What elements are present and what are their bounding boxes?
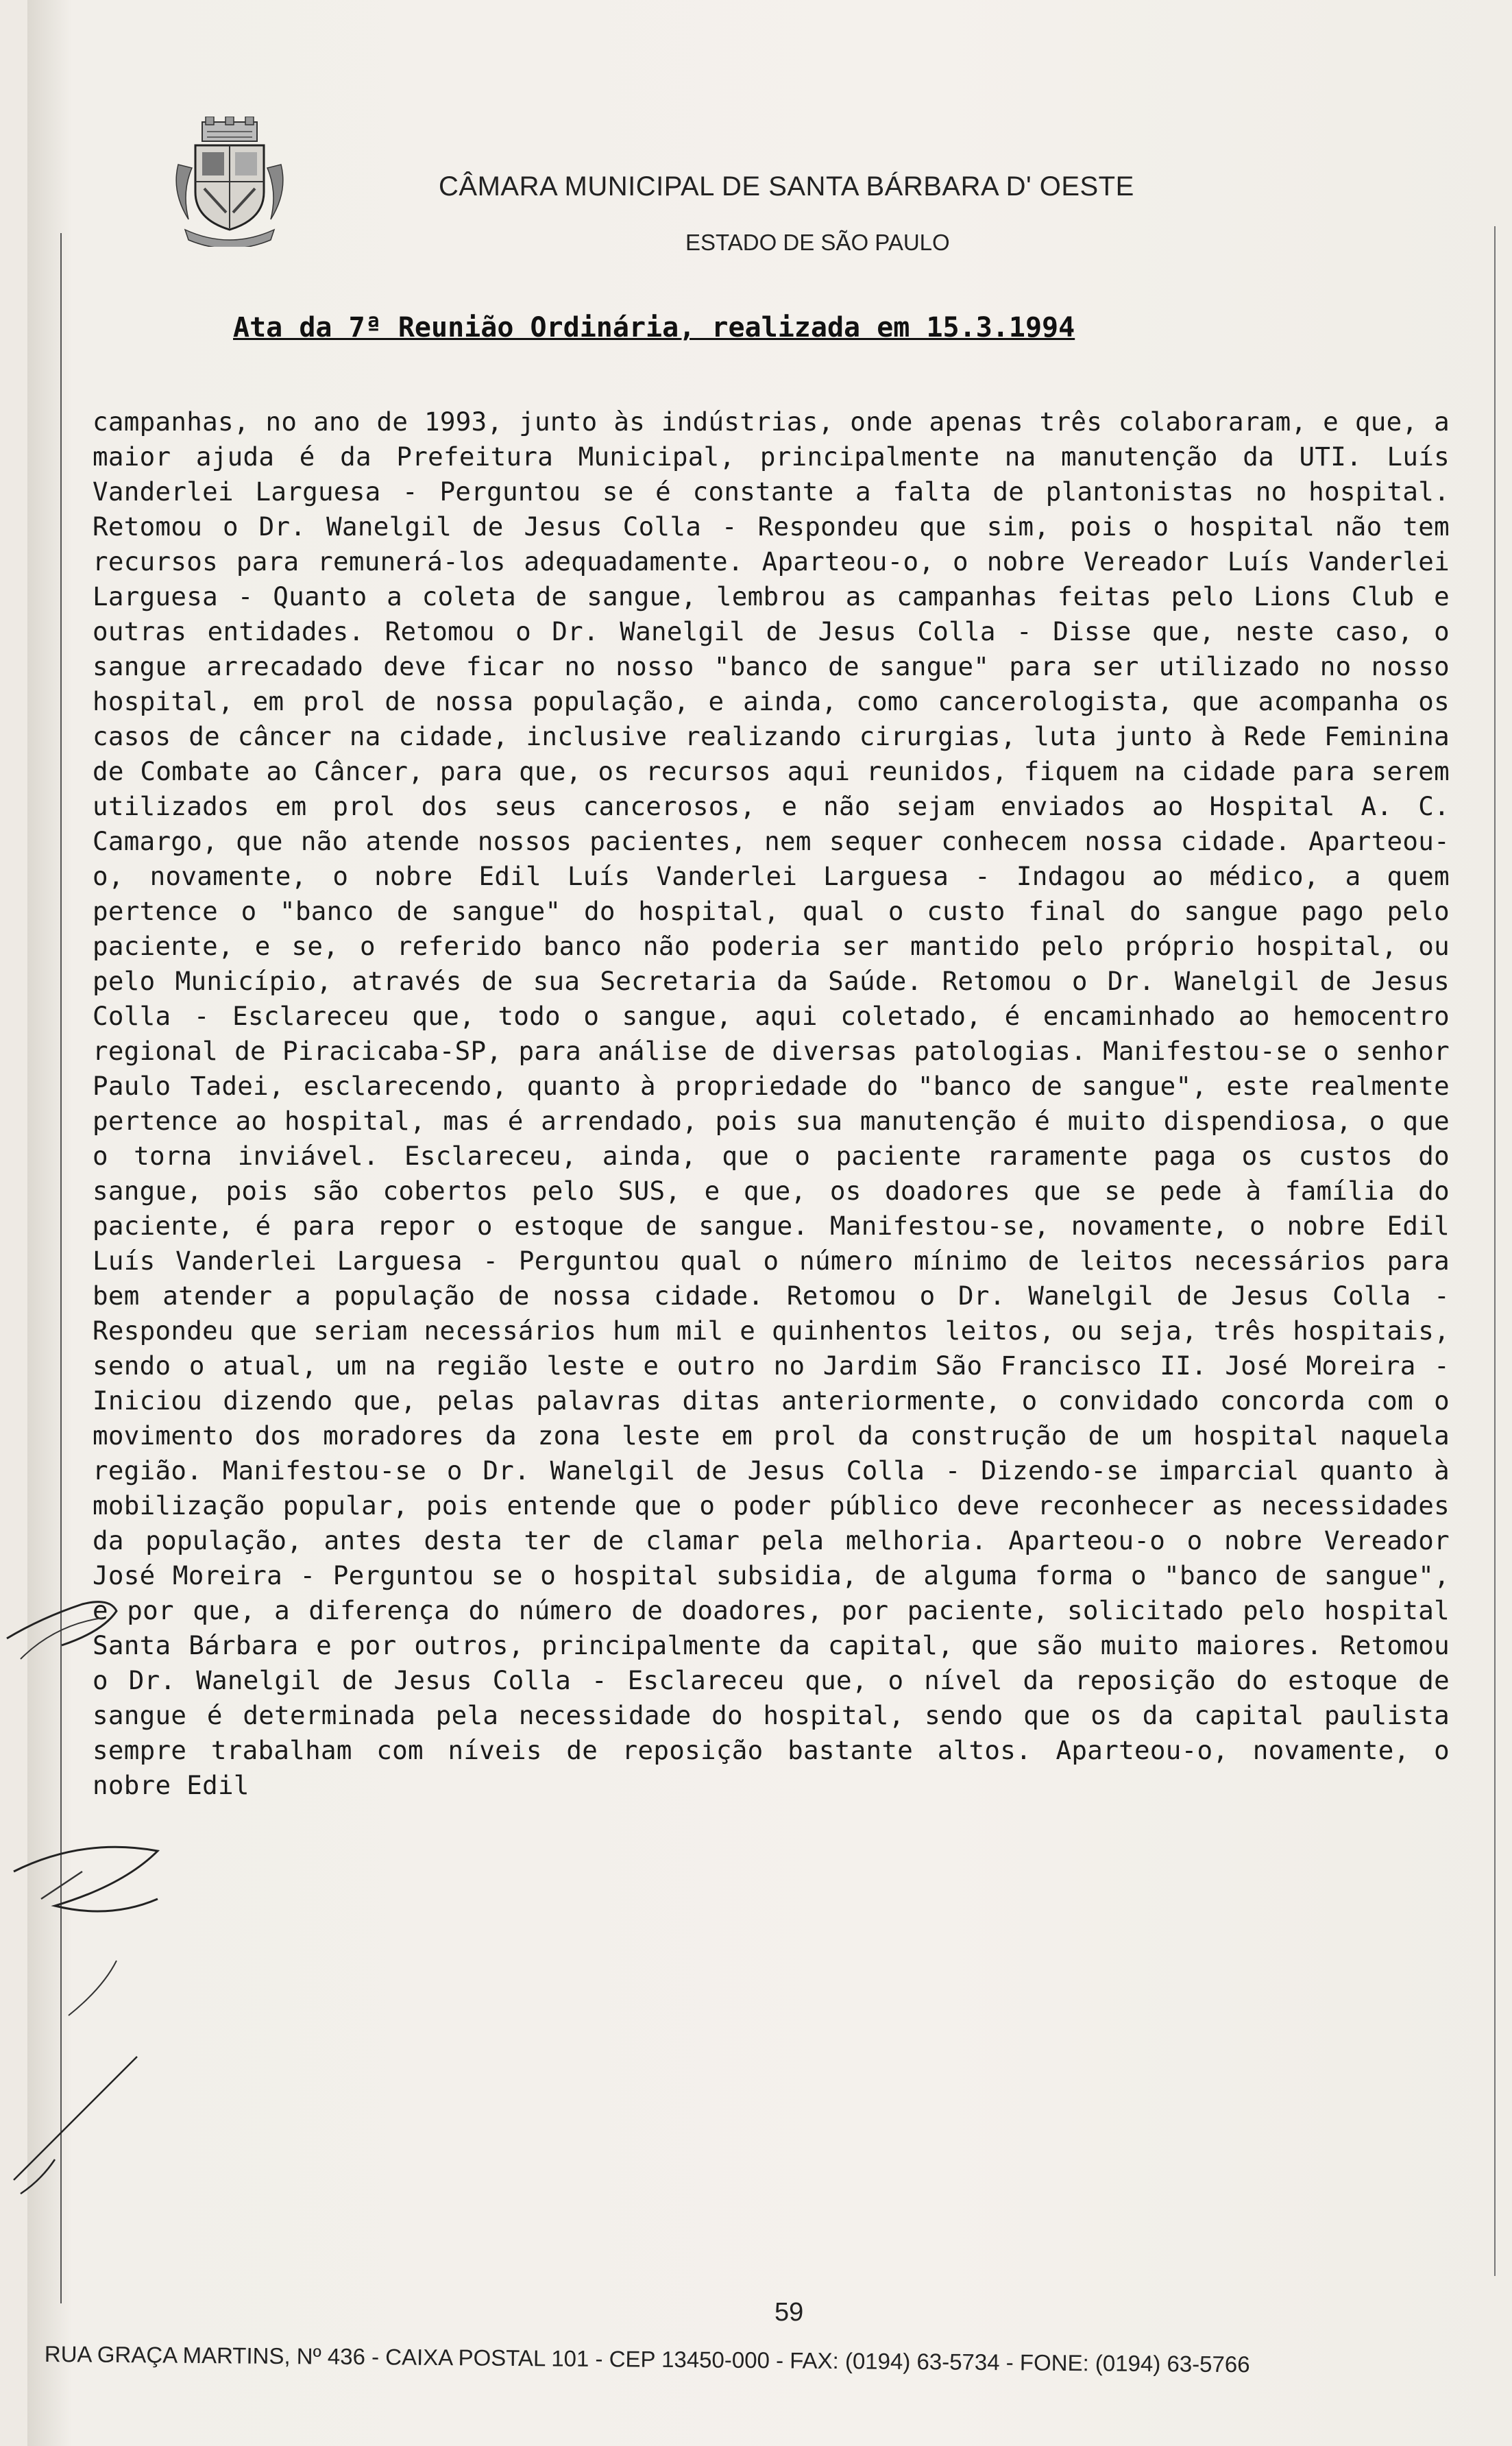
minutes-body xyxy=(93,404,1450,1803)
minutes-title: Ata da 7ª Reunião Ordinária, realizada em 15.3.1994 xyxy=(233,312,1075,343)
handwritten-signature-marks xyxy=(0,1577,164,2297)
state-name: ESTADO DE SÃO PAULO xyxy=(685,230,950,255)
minutes-paragraph: campanhas, no ano de 1993, junto às indústrias, onde apenas três colaboraram, e que, a maior ajuda é da Prefeitura Municipal, principalmente na manutenção da UTI. Luís Vanderlei Larguesa - Perguntou se é constante a falta de plantonistas no hospital. Retomou o Dr. Wanelgil de Jesus Colla - Respondeu que sim, pois o hospital não tem recursos para remunerá-los adequadamente. Aparteou-o, o nobre Vereador Luís Vanderlei Larguesa - Quanto a coleta de sangue, lembrou as campanhas feitas pelo Lions Club e outras entidades. Retomou o Dr. Wanelgil de Jesus Colla - Disse que, neste caso, o sangue arrecadado deve ficar no nosso "banco de sangue" para ser utilizado no nosso hospital, em prol de nossa população, e ainda, como cancerologista, que acompanha os casos de câncer na cidade, inclusive realizando cirurgias, luta junto à Rede Feminina de Combate ao Câncer, para que, os recursos aqui reunidos, fiquem na cidade para serem utilizados em prol dos seus cancerosos, e não sejam enviados ao Hospital A. C. Camargo, que não atende nossos pacientes, nem sequer conhecem nossa cidade. Aparteou-o, novamente, o nobre Edil Luís Vanderlei Larguesa - Indagou ao médico, a quem pertence o "banco de sangue" do hospital, qual o custo final do sangue pago pelo paciente, e se, o referido banco não poderia ser mantido pelo próprio hospital, ou pelo Município, através de sua Secretaria da Saúde. Retomou o Dr. Wanelgil de Jesus Colla - Esclareceu que, todo o sangue, aqui coletado, é encaminhado ao hemocentro regional de Piracicaba-SP, para análise de diversas patologias. Manifestou-se o senhor Paulo Tadei, esclarecendo, quanto à propriedade do "banco de sangue", este realmente pertence ao hospital, mas é arrendado, pois sua manutenção é muito dispendiosa, o que o torna inviável. Esclareceu, ainda, que o paciente raramente paga os custos do sangue, pois são cobertos pelo SUS, e que, os doadores que se pede à família do paciente, é para repor o estoque de sangue. Manifestou-se, novamente, o nobre Edil Luís Vanderlei Larguesa - Perguntou qual o número mínimo de leitos necessários para bem atender a população de nossa cidade. Retomou o Dr. Wanelgil de Jesus Colla - Respondeu que seriam necessários hum mil e quinhentos leitos, ou seja, três hospitais, sendo o atual, um na região leste e outro no Jardim São Francisco II. José Moreira - Iniciou dizendo que, pelas palavras ditas anteriormente, o convidado concorda com o movimento dos moradores da zona leste em prol da construção de um hospital naquela região. Manifestou-se o Dr. Wanelgil de Jesus Colla - Dizendo-se imparcial quanto à mobilização popular, pois entende que o poder público deve reconhecer as necessidades da população, antes desta ter de clamar pela melhoria. Aparteou-o o nobre Vereador José Moreira - Perguntou se o hospital subsidia, de alguma forma o "banco de sangue", e por que, a diferença do número de doadores, por paciente, solicitado pelo hospital Santa Bárbara e por outros, principalmente da capital, que são muito maiores. Retomou o Dr. Wanelgil de Jesus Colla - Esclareceu que, o nível da reposição do estoque de sangue é determinada pela necessidade do hospital, sendo que os da capital paulista sempre trabalham com níveis de reposição bastante altos. Aparteou-o, novamente, o nobre Edil xyxy=(93,407,1450,1800)
municipal-coat-of-arms-icon xyxy=(171,117,288,247)
page-number: 59 xyxy=(775,2298,804,2327)
footer-address: RUA GRAÇA MARTINS, Nº 436 - CAIXA POSTAL 101 - CEP 13450-000 - FAX: (0194) 63-5734 - FONE: (0194) 63-5766 xyxy=(44,2341,1250,2377)
right-margin-rule xyxy=(1494,226,1496,2276)
institution-name: CÂMARA MUNICIPAL DE SANTA BÁRBARA D' OESTE xyxy=(439,171,1134,202)
